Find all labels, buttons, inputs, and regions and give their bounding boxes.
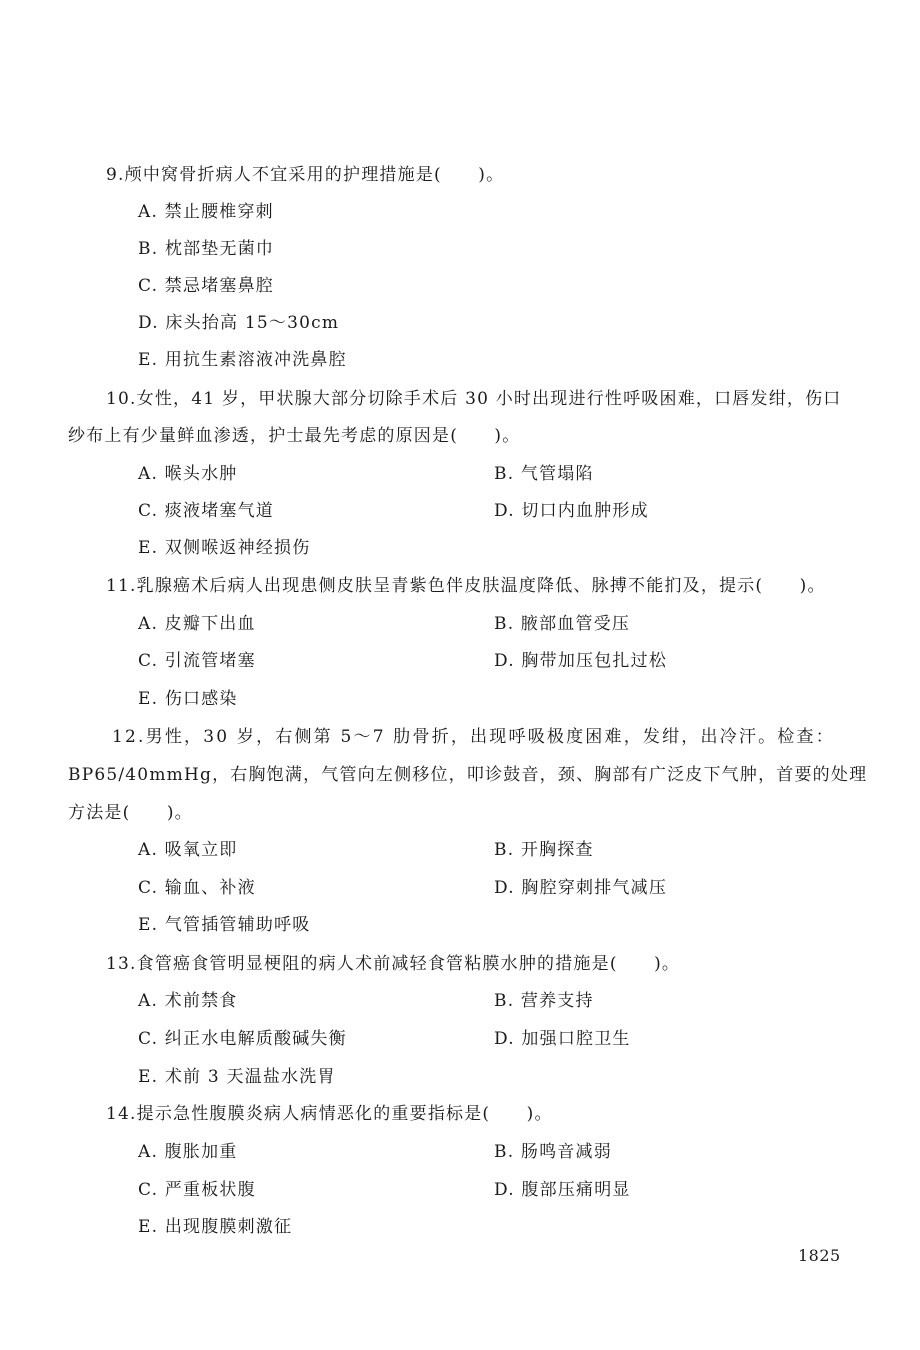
question-10-option-d: D. 切口内血肿形成	[494, 501, 649, 521]
question-11-option-a: A. 皮瓣下出血	[138, 614, 256, 634]
question-10-option-c: C. 痰液堵塞气道	[138, 501, 275, 521]
question-14-option-d: D. 腹部压痛明显	[494, 1180, 631, 1200]
question-12-option-a: A. 吸氧立即	[138, 840, 238, 860]
page-number: 1825	[798, 1246, 841, 1265]
question-9-option-a: A. 禁止腰椎穿刺	[138, 202, 274, 222]
question-14-option-c: C. 严重板状腹	[138, 1180, 256, 1200]
question-10-option-a: A. 喉头水肿	[138, 464, 238, 484]
question-12-option-c: C. 输血、补液	[138, 878, 256, 898]
question-13-option-d: D. 加强口腔卫生	[494, 1029, 631, 1049]
question-12-stem-line-3: 方法是( )。	[68, 803, 193, 823]
question-14-option-e: E. 出现腹膜刺激征	[138, 1217, 293, 1237]
question-11-option-c: C. 引流管堵塞	[138, 651, 256, 671]
question-9-option-e: E. 用抗生素溶液冲洗鼻腔	[138, 350, 347, 370]
question-12-stem-line-2: BP65/40mmHg，右胸饱满，气管向左侧移位，叩诊鼓音，颈、胸部有广泛皮下气肿，首要的处理	[68, 765, 868, 785]
question-9-option-b: B. 枕部垫无菌巾	[138, 239, 275, 259]
question-12-option-e: E. 气管插管辅助呼吸	[138, 915, 311, 935]
question-12-stem-line-1: 12.男性，30 岁，右侧第 5～7 肋骨折，出现呼吸极度困难，发绀，出冷汗。检查：	[112, 727, 835, 747]
question-14-option-a: A. 腹胀加重	[138, 1142, 238, 1162]
question-11-option-e: E. 伤口感染	[138, 689, 238, 709]
question-14-option-b: B. 肠鸣音减弱	[494, 1142, 612, 1162]
question-12-option-d: D. 胸腔穿刺排气减压	[494, 878, 668, 898]
question-12-option-b: B. 开胸探查	[494, 840, 594, 860]
question-9-option-d: D. 床头抬高 15～30cm	[138, 313, 340, 333]
question-10-option-e: E. 双侧喉返神经损伤	[138, 538, 311, 558]
question-13-option-c: C. 纠正水电解质酸碱失衡	[138, 1029, 347, 1049]
question-9-stem: 9.颅中窝骨折病人不宜采用的护理措施是( )。	[106, 165, 505, 185]
question-10-stem-line-1: 10.女性，41 岁，甲状腺大部分切除手术后 30 小时出现进行性呼吸困难，口唇发绀，伤口	[106, 389, 842, 409]
question-9-option-c: C. 禁忌堵塞鼻腔	[138, 276, 275, 296]
question-10-option-b: B. 气管塌陷	[494, 464, 594, 484]
question-13-option-e: E. 术前 3 天温盐水洗胃	[138, 1067, 336, 1087]
question-11-option-d: D. 胸带加压包扎过松	[494, 651, 668, 671]
question-13-option-a: A. 术前禁食	[138, 991, 238, 1011]
question-13-option-b: B. 营养支持	[494, 991, 594, 1011]
question-10-stem-line-2: 纱布上有少量鲜血渗透，护士最先考虑的原因是( )。	[68, 426, 521, 446]
question-11-option-b: B. 腋部血管受压	[494, 614, 631, 634]
question-14-stem: 14.提示急性腹膜炎病人病情恶化的重要指标是( )。	[106, 1104, 553, 1124]
question-11-stem: 11.乳腺癌术后病人出现患侧皮肤呈青紫色伴皮肤温度降低、脉搏不能扪及，提示( )。	[106, 576, 826, 596]
question-13-stem: 13.食管癌食管明显梗阻的病人术前减轻食管粘膜水肿的措施是( )。	[106, 954, 681, 974]
